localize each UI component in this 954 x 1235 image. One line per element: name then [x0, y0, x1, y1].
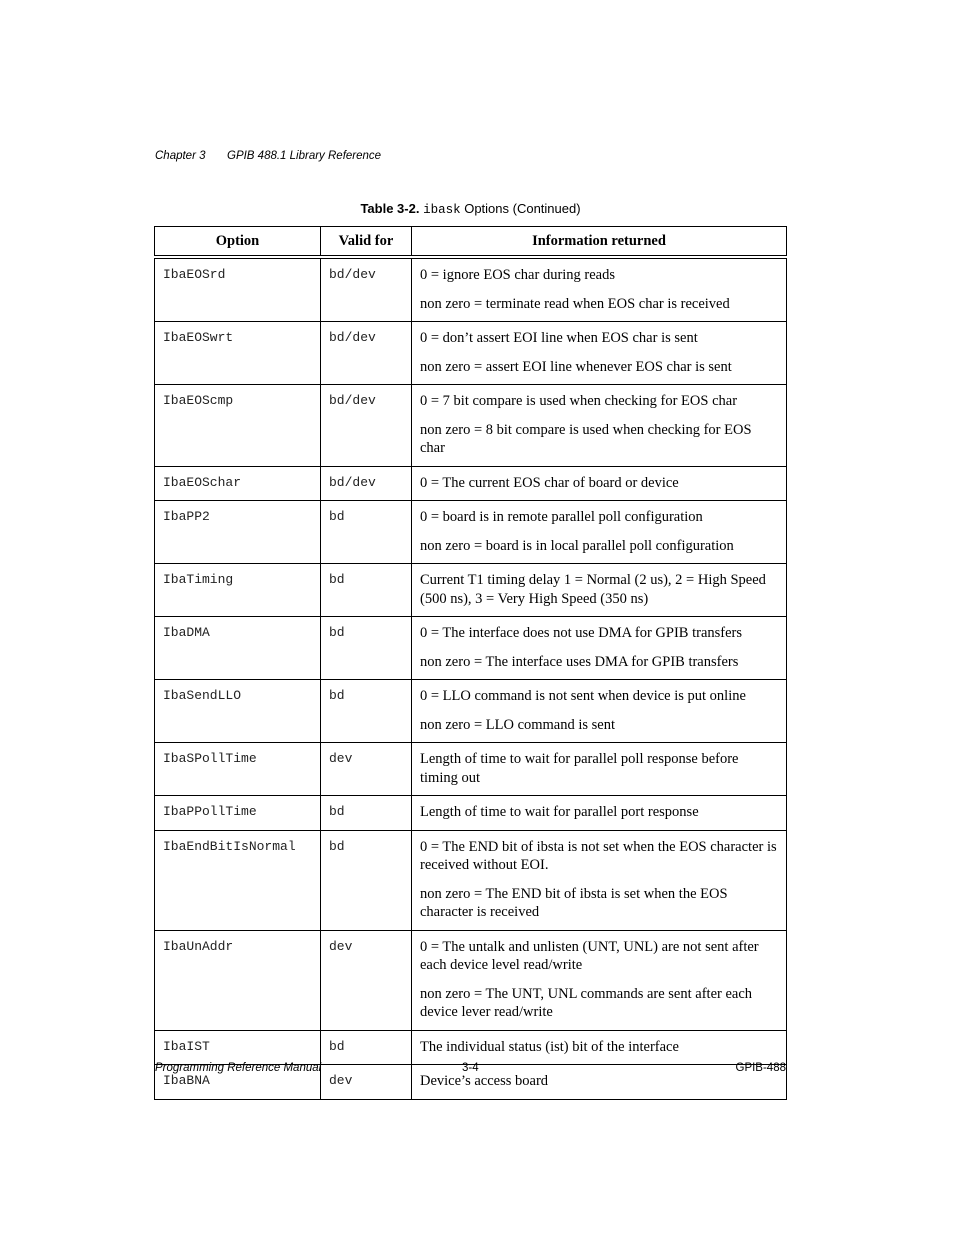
- cell-option: IbaTiming: [155, 564, 321, 617]
- information-line: non zero = LLO command is sent: [420, 716, 616, 733]
- table-body: [155, 257, 787, 1099]
- table-row: [155, 743, 787, 796]
- information-line: Current T1 timing delay 1 = Normal (2 us), 2 = High Speed (500 ns), 3 = Very High Speed (350 ns): [420, 572, 766, 607]
- information-line: 0 = LLO command is not sent when device is put online: [420, 688, 746, 704]
- cell-valid-for: bd: [321, 830, 412, 930]
- header-section: GPIB 488.1 Library Reference: [227, 150, 382, 162]
- cell-information: [412, 257, 787, 322]
- information-line: The individual status (ist) bit of the interface: [420, 1038, 679, 1055]
- column-header-valid-for: Valid for: [321, 227, 412, 258]
- table-row: [155, 796, 787, 831]
- cell-option: IbaUnAddr: [155, 930, 321, 1030]
- cell-option: IbaSendLLO: [155, 680, 321, 743]
- caption-code: ibask: [423, 203, 461, 217]
- cell-information: [412, 466, 787, 501]
- options-table: [154, 226, 787, 1100]
- column-header-information: Information returned: [412, 227, 787, 258]
- information-line: 0 = The current EOS char of board or device: [420, 474, 679, 491]
- cell-valid-for: dev: [321, 1065, 412, 1100]
- table-row: [155, 322, 787, 385]
- footer-product: GPIB-488: [735, 1062, 786, 1074]
- cell-information: [412, 385, 787, 467]
- cell-option: IbaSPollTime: [155, 743, 321, 796]
- information-line: non zero = assert EOI line whenever EOS char is sent: [420, 358, 732, 375]
- information-line: non zero = terminate read when EOS char is received: [420, 295, 730, 312]
- cell-information: [412, 501, 787, 564]
- footer-manual-title: Programming Reference Manual: [155, 1062, 322, 1074]
- information-line: 0 = 7 bit compare is used when checking for EOS char: [420, 393, 738, 409]
- information-line: non zero = 8 bit compare is used when checking for EOS char: [420, 421, 752, 456]
- column-header-option: Option: [155, 227, 321, 258]
- information-line: non zero = board is in local parallel poll configuration: [420, 537, 734, 554]
- table-row: [155, 680, 787, 743]
- cell-valid-for: bd/dev: [321, 257, 412, 322]
- cell-valid-for: bd: [321, 680, 412, 743]
- cell-information: [412, 830, 787, 930]
- table-row: [155, 385, 787, 467]
- cell-option: IbaEndBitIsNormal: [155, 830, 321, 930]
- cell-valid-for: bd/dev: [321, 385, 412, 467]
- table-row: [155, 564, 787, 617]
- cell-valid-for: bd: [321, 501, 412, 564]
- information-line: 0 = board is in remote parallel poll configuration: [420, 509, 703, 525]
- cell-option: IbaEOSrd: [155, 257, 321, 322]
- table-row: [155, 257, 787, 322]
- cell-valid-for: bd: [321, 564, 412, 617]
- information-line: 0 = ignore EOS char during reads: [420, 267, 616, 283]
- cell-valid-for: bd/dev: [321, 322, 412, 385]
- table-row: [155, 466, 787, 501]
- information-line: non zero = The END bit of ibsta is set when the EOS character is received: [420, 885, 728, 920]
- cell-valid-for: bd: [321, 796, 412, 831]
- cell-information: [412, 743, 787, 796]
- table-row: [155, 930, 787, 1030]
- cell-information: [412, 680, 787, 743]
- table-row: [155, 1030, 787, 1065]
- cell-valid-for: bd/dev: [321, 466, 412, 501]
- footer-page-number: 3-4: [462, 1062, 479, 1074]
- cell-information: [412, 1030, 787, 1065]
- information-line: 0 = The END bit of ibsta is not set when the EOS character is received without EOI.: [420, 838, 777, 873]
- cell-option: IbaPP2: [155, 501, 321, 564]
- cell-information: [412, 930, 787, 1030]
- information-line: Length of time to wait for parallel port response: [420, 804, 699, 820]
- caption-text: Options (Continued): [464, 201, 581, 216]
- information-line: non zero = The interface uses DMA for GPIB transfers: [420, 653, 739, 670]
- cell-option: IbaIST: [155, 1030, 321, 1065]
- cell-valid-for: bd: [321, 1030, 412, 1065]
- running-header: [155, 150, 381, 162]
- cell-option: IbaEOSwrt: [155, 322, 321, 385]
- header-chapter: Chapter 3: [155, 150, 206, 162]
- cell-information: [412, 796, 787, 831]
- information-line: non zero = The UNT, UNL commands are sent after each device lever read/write: [420, 985, 753, 1020]
- cell-valid-for: dev: [321, 930, 412, 1030]
- table-header-row: [155, 227, 787, 258]
- cell-information: [412, 322, 787, 385]
- caption-label: Table 3-2.: [360, 201, 420, 216]
- information-line: 0 = The interface does not use DMA for GPIB transfers: [420, 625, 743, 641]
- cell-option: IbaPPollTime: [155, 796, 321, 831]
- cell-option: IbaBNA: [155, 1065, 321, 1100]
- cell-information: [412, 564, 787, 617]
- information-line: Length of time to wait for parallel poll response before timing out: [420, 751, 739, 786]
- cell-valid-for: bd: [321, 617, 412, 680]
- information-line: Device’s access board: [420, 1073, 549, 1089]
- cell-option: IbaDMA: [155, 617, 321, 680]
- information-line: 0 = The untalk and unlisten (UNT, UNL) are not sent after each device level read/write: [420, 938, 759, 973]
- cell-option: IbaEOSchar: [155, 466, 321, 501]
- information-line: 0 = don’t assert EOI line when EOS char is sent: [420, 330, 698, 346]
- table-caption: [155, 201, 786, 217]
- cell-information: [412, 617, 787, 680]
- table-row: [155, 501, 787, 564]
- table-row: [155, 830, 787, 930]
- table-row: [155, 617, 787, 680]
- cell-option: IbaEOScmp: [155, 385, 321, 467]
- cell-valid-for: dev: [321, 743, 412, 796]
